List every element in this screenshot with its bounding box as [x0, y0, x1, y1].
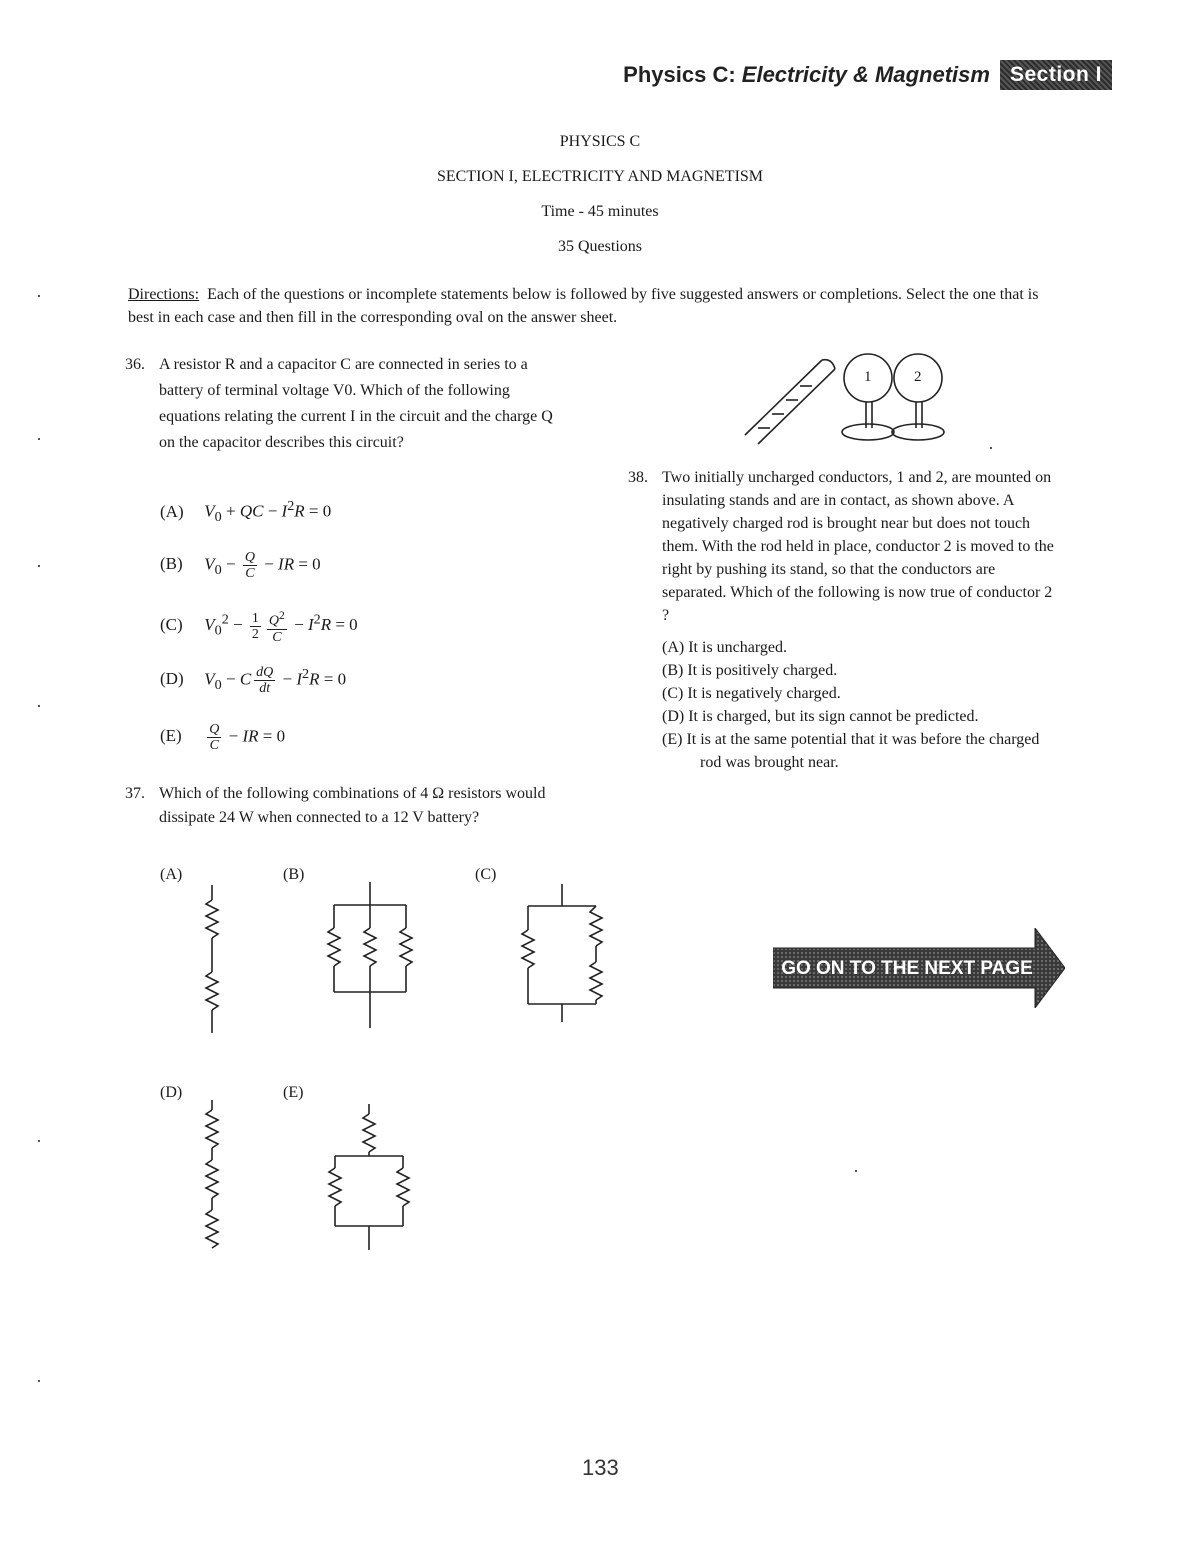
scan-speck	[38, 565, 40, 567]
directions-text: Each of the questions or incomplete statements below is followed by five suggested answers or completions. Select the one that is best in each case and then fill in the corresponding oval on the answer sheet.	[128, 286, 1039, 326]
scan-speck	[38, 1140, 40, 1142]
option-label: (B)	[160, 554, 183, 574]
page-number: 133	[582, 1455, 619, 1480]
q36-option-c: (C) $V_0^2$ − $\frac{1}{2}$ $\frac{Q^2}{C}$ − $I^2R = 0$	[160, 609, 358, 645]
conductors-figure	[745, 354, 944, 444]
option-label: (E)	[160, 726, 182, 746]
question-number: 36.	[125, 356, 145, 373]
circuit-d	[206, 1100, 218, 1248]
question-text: A resistor R and a capacitor C are connected in series to a battery of terminal voltage V0. Which of the following equations relating the current I in the circuit and the charge Q on the capacitor describes this circuit?	[159, 356, 553, 451]
circuit-e	[329, 1104, 409, 1250]
q36-option-e: (E) $\frac{Q}{C}$ − IR = 0	[160, 722, 286, 753]
scan-speck	[855, 1170, 857, 1172]
question-count: 35 Questions	[558, 238, 642, 255]
circuit-label-c: (C)	[475, 866, 497, 883]
scan-speck	[990, 447, 992, 449]
exam-title: PHYSICS C	[559, 133, 641, 150]
scan-speck	[38, 438, 40, 440]
circuit-label-b: (B)	[283, 866, 305, 883]
q36-option-d: (D) $V_0 - C$ $\frac{dQ}{dt}$ − $I^2R = 0$	[160, 665, 347, 696]
directions-label: Directions:	[128, 286, 200, 303]
next-page-label: GO ON TO THE NEXT PAGE	[781, 958, 1033, 979]
circuit-label-a: (A)	[160, 866, 183, 883]
conductor-1-label: 1	[864, 369, 872, 385]
q36-option-b: (B) $V_0$ − $\frac{Q}{C}$ − IR = 0	[160, 550, 321, 581]
section-badge: Section I	[1000, 60, 1112, 90]
scan-speck	[38, 1380, 40, 1382]
q38-option-e: (E) It is at the same potential that it was before the charged rod was brought near.	[662, 731, 1040, 771]
q38-option-b: (B) It is positively charged.	[662, 662, 838, 679]
scan-speck	[38, 705, 40, 707]
q36-option-a: (A) $V_0$ + QC − $I^2R = 0$	[160, 498, 332, 526]
circuit-label-e: (E)	[283, 1084, 304, 1101]
circuit-c	[522, 884, 602, 1022]
question-number: 37.	[125, 785, 145, 802]
option-label: (D)	[160, 669, 184, 689]
circuit-b	[328, 882, 412, 1028]
option-label: (A)	[160, 501, 184, 521]
option-label: (C)	[160, 615, 183, 635]
circuit-a	[206, 885, 218, 1033]
question-number: 38.	[628, 469, 648, 486]
q38-options	[662, 636, 1062, 774]
circuit-label-d: (D)	[160, 1084, 183, 1101]
q38-option-d: (D) It is charged, but its sign cannot be predicted.	[662, 708, 979, 725]
conductor-2-label: 2	[914, 369, 922, 385]
question-text: Which of the following combinations of 4 Ω resistors would dissipate 24 W when connected to a 12 V battery?	[159, 785, 546, 826]
section-title: SECTION I, ELECTRICITY AND MAGNETISM	[436, 168, 764, 185]
subject-title: Physics C: Electricity & Magnetism	[623, 62, 990, 87]
q38-option-a: (A) It is uncharged.	[662, 639, 788, 656]
time-limit: Time - 45 minutes	[541, 203, 659, 220]
question-text: Two initially uncharged conductors, 1 and 2, are mounted on insulating stands and are in contact, as shown above. A negatively charged rod is brought near but does not touch them. With the rod held in place, conductor 2 is moved to the right by pushing its stand, so that the conductors are separated. Which of the following is now true of conductor 2 ?	[662, 469, 1054, 624]
q38-option-c: (C) It is negatively charged.	[662, 685, 841, 702]
scan-speck	[38, 295, 40, 297]
question-38	[628, 466, 1060, 627]
